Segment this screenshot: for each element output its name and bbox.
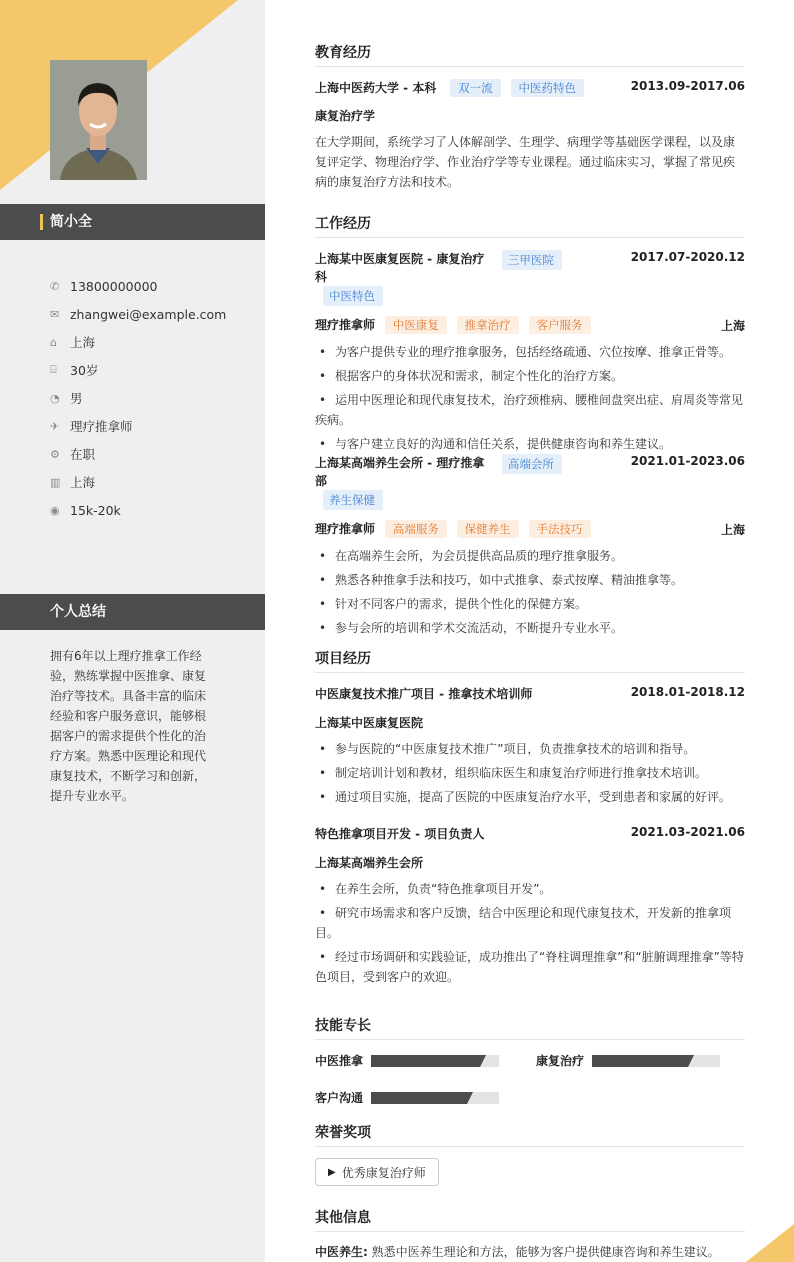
tag-badge: 双一流 bbox=[450, 79, 501, 97]
project-entry-2 bbox=[315, 825, 745, 991]
award-item[interactable] bbox=[315, 1158, 439, 1186]
section-title-awards: 荣誉奖项 bbox=[315, 1122, 745, 1147]
school-name: 上海中医药大学 - 本科 bbox=[315, 81, 437, 95]
skill-name: 康复治疗 bbox=[536, 1054, 585, 1068]
skill-tag: 中医康复 bbox=[385, 316, 447, 334]
other-text: 熟悉中医养生理论和方法，能够为客户提供健康咨询和养生建议。 bbox=[371, 1245, 720, 1259]
company-name: 上海某高端养生会所 - 理疗推拿部 bbox=[315, 456, 485, 488]
list-item: • 参与会所的培训和学术交流活动，不断提升专业水平。 bbox=[315, 618, 745, 638]
gender-value: 男 bbox=[70, 391, 83, 406]
list-item: • 针对不同客户的需求，提供个性化的保健方案。 bbox=[315, 594, 745, 614]
job-value: 理疗推拿师 bbox=[70, 419, 133, 434]
job-role: 理疗推拿师 bbox=[315, 522, 376, 536]
city-value: 上海 bbox=[70, 475, 96, 490]
home-icon: ⌂ bbox=[50, 335, 57, 349]
company-name: 上海某中医康复医院 - 康复治疗科 bbox=[315, 252, 485, 284]
skill-tag: 保健养生 bbox=[457, 520, 519, 538]
work-entry-1 bbox=[315, 250, 745, 458]
other-label: 中医养生: bbox=[315, 1245, 368, 1259]
contact-phone bbox=[50, 272, 260, 300]
skill-bar bbox=[371, 1092, 499, 1104]
skill-bar-fill bbox=[371, 1055, 480, 1067]
job-role: 理疗推拿师 bbox=[315, 318, 376, 332]
building-icon: ▥ bbox=[50, 475, 61, 489]
education-entry bbox=[315, 79, 745, 192]
section-title-education: 教育经历 bbox=[315, 42, 745, 67]
project-bullets bbox=[315, 739, 745, 807]
list-item: • 运用中医理论和现代康复技术，治疗颈椎病、腰椎间盘突出症、肩周炎等常见疾病。 bbox=[315, 390, 745, 430]
job-city: 上海 bbox=[720, 522, 745, 537]
tag-badge: 中医药特色 bbox=[511, 79, 585, 97]
job-date: 2021.01-2023.06 bbox=[630, 454, 745, 468]
list-item: • 经过市场调研和实践验证，成功推出了“脊柱调理推拿”和“脏腑调理推拿”等特色项目，受到客户的欢迎。 bbox=[315, 947, 745, 987]
list-item: • 在高端养生会所，为会员提供高品质的理疗推拿服务。 bbox=[315, 546, 745, 566]
tag-badge: 三甲医院 bbox=[502, 250, 562, 270]
skill-bar bbox=[592, 1055, 720, 1067]
list-item: • 在养生会所，负责“特色推拿项目开发”。 bbox=[315, 879, 745, 899]
summary-text: 拥有6年以上理疗推拿工作经验，熟练掌握中医推拿、康复治疗等技术。具备丰富的临床经验和客户服务意识，能够根据客户的需求提供个性化的治疗方案。熟悉中医理论和现代康复技术，不断学习和创新，提升专业水平。 bbox=[50, 649, 207, 803]
name-accent-bar bbox=[40, 214, 43, 230]
skill-bar-fill bbox=[371, 1092, 467, 1104]
tag-badge: 高端会所 bbox=[502, 454, 562, 474]
age-value: 30岁 bbox=[70, 363, 99, 378]
status-value: 在职 bbox=[70, 447, 96, 462]
list-item: • 参与医院的“中医康复技术推广”项目，负责推拿技术的培训和指导。 bbox=[315, 739, 745, 759]
gender-icon: ◔ bbox=[50, 391, 60, 405]
skill-name: 客户沟通 bbox=[315, 1091, 364, 1105]
list-item: • 与客户建立良好的沟通和信任关系，提供健康咨询和养生建议。 bbox=[315, 434, 745, 454]
project-entry-1 bbox=[315, 685, 745, 811]
job-icon: ✈ bbox=[50, 419, 60, 433]
skill-bar bbox=[371, 1055, 499, 1067]
skill-bar-fill bbox=[592, 1055, 688, 1067]
award-name: 优秀康复治疗师 bbox=[341, 1165, 426, 1180]
email-value: zhangwei@example.com bbox=[70, 306, 227, 322]
major: 康复治疗学 bbox=[315, 109, 376, 123]
sidebar bbox=[0, 0, 265, 1262]
contact-list bbox=[50, 272, 260, 524]
skill-item bbox=[536, 1052, 720, 1069]
section-title-projects: 项目经历 bbox=[315, 648, 745, 673]
other-info bbox=[315, 1242, 745, 1262]
home-value: 上海 bbox=[70, 335, 96, 350]
section-title-other: 其他信息 bbox=[315, 1207, 745, 1232]
tag-badge: 养生保健 bbox=[323, 490, 383, 510]
section-title-work: 工作经历 bbox=[315, 213, 745, 238]
project-date: 2018.01-2018.12 bbox=[630, 685, 745, 699]
skill-tag: 高端服务 bbox=[385, 520, 447, 538]
avatar bbox=[50, 60, 147, 180]
project-name: 中医康复技术推广项目 - 推拿技术培训师 bbox=[315, 687, 533, 701]
candidate-name: 简小全 bbox=[50, 214, 92, 230]
summary-header: 个人总结 bbox=[0, 594, 265, 630]
contact-job bbox=[50, 412, 260, 440]
contact-email bbox=[50, 300, 260, 328]
section-title-skills: 技能专长 bbox=[315, 1015, 745, 1040]
skill-tag: 客户服务 bbox=[529, 316, 591, 334]
list-item: • 研究市场需求和客户反馈，结合中医理论和现代康复技术，开发新的推拿项目。 bbox=[315, 903, 745, 943]
play-triangle-icon: ▶ bbox=[328, 1166, 336, 1178]
list-item: • 熟悉各种推拿手法和技巧，如中式推拿、泰式按摩、精油推拿等。 bbox=[315, 570, 745, 590]
awards-list bbox=[315, 1158, 745, 1186]
work-entry-2 bbox=[315, 454, 745, 642]
name-header bbox=[0, 204, 265, 240]
mail-icon: ✉ bbox=[50, 307, 60, 321]
skills-list bbox=[315, 1052, 745, 1106]
job-bullets bbox=[315, 546, 745, 638]
project-org: 上海某中医康复医院 bbox=[315, 716, 424, 730]
job-city: 上海 bbox=[720, 318, 745, 333]
yellow-corner-decoration-bottom bbox=[746, 1224, 794, 1262]
contact-age bbox=[50, 356, 260, 384]
job-bullets bbox=[315, 342, 745, 454]
skill-tag: 推拿治疗 bbox=[457, 316, 519, 334]
project-name: 特色推拿项目开发 - 项目负责人 bbox=[315, 827, 485, 841]
age-icon: ⌸ bbox=[50, 363, 57, 376]
project-date: 2021.03-2021.06 bbox=[630, 825, 745, 839]
phone-value: 13800000000 bbox=[70, 278, 158, 294]
contact-gender bbox=[50, 384, 260, 412]
phone-icon: ✆ bbox=[50, 279, 60, 293]
salary-value: 15k-20k bbox=[70, 502, 121, 518]
contact-salary bbox=[50, 496, 260, 524]
salary-icon: ◉ bbox=[50, 503, 60, 517]
contact-home bbox=[50, 328, 260, 356]
skill-tag: 手法技巧 bbox=[529, 520, 591, 538]
list-item: • 制定培训计划和教材，组织临床医生和康复治疗师进行推拿技术培训。 bbox=[315, 763, 745, 783]
status-icon: ⚙ bbox=[50, 447, 60, 461]
list-item: • 为客户提供专业的理疗推拿服务，包括经络疏通、穴位按摩、推拿正骨等。 bbox=[315, 342, 745, 362]
job-date: 2017.07-2020.12 bbox=[630, 250, 745, 264]
skill-item bbox=[315, 1089, 499, 1106]
contact-status bbox=[50, 440, 260, 468]
skill-name: 中医推拿 bbox=[315, 1054, 364, 1068]
project-org: 上海某高端养生会所 bbox=[315, 856, 424, 870]
skill-item bbox=[315, 1052, 536, 1069]
list-item: • 通过项目实施，提高了医院的中医康复治疗水平，受到患者和家属的好评。 bbox=[315, 787, 745, 807]
contact-city bbox=[50, 468, 260, 496]
list-item: • 根据客户的身体状况和需求，制定个性化的治疗方案。 bbox=[315, 366, 745, 386]
tag-badge: 中医特色 bbox=[323, 286, 383, 306]
education-date: 2013.09-2017.06 bbox=[630, 79, 745, 93]
project-bullets bbox=[315, 879, 745, 987]
education-description: 在大学期间，系统学习了人体解剖学、生理学、病理学等基础医学课程，以及康复评定学、物理治疗学、作业治疗学等专业课程。通过临床实习，掌握了常见疾病的康复治疗方法和技术。 bbox=[315, 135, 736, 189]
